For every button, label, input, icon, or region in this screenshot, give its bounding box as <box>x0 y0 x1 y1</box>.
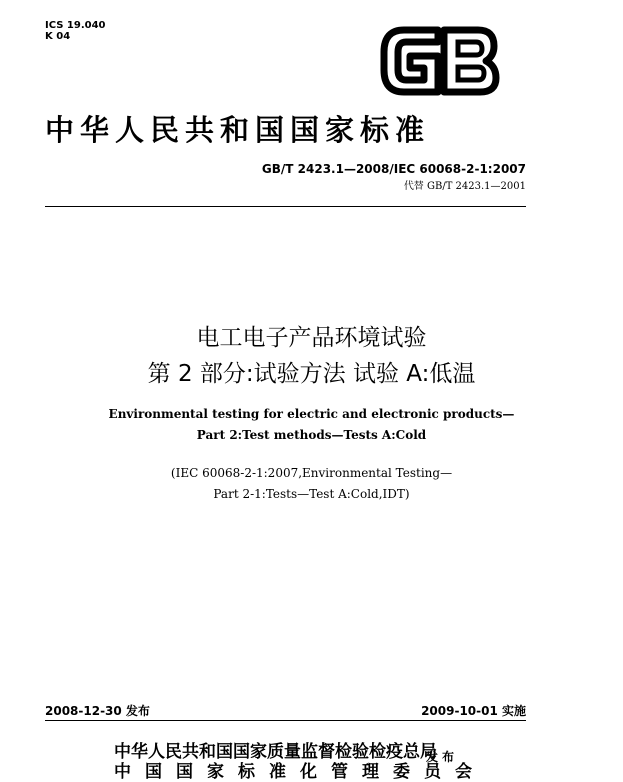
classification-codes <box>45 20 106 42</box>
issuer-sac: 中国国家标准化管理委员会 <box>114 762 486 782</box>
logo-letter-g <box>384 30 438 92</box>
ics-code: ICS 19.040 <box>45 20 106 31</box>
title-english-line1: Environmental testing for electric and electronic products— <box>108 407 515 421</box>
footer-divider <box>45 720 526 721</box>
title-chinese-line1: 电工电子产品环境试验 <box>196 325 427 351</box>
standard-number: GB/T 2423.1—2008/IEC 60068-2-1:2007 <box>261 162 526 176</box>
ccs-code: K 04 <box>45 31 71 42</box>
title-chinese-line2: 第 2 部分:试验方法 试验 A:低温 <box>147 361 476 387</box>
iec-reference-line2: Part 2-1:Tests—Test A:Cold,IDT) <box>213 487 410 501</box>
implementation-date: 2009-10-01 实施 <box>421 704 526 718</box>
publish-label: 发布 <box>426 750 459 764</box>
replaces-standard: 代替 GB/T 2423.1—2001 <box>403 181 526 192</box>
header-divider <box>45 206 526 207</box>
standard-name: 中华人民共和国国家标准 <box>45 113 431 147</box>
issue-date: 2008-12-30 发布 <box>45 704 150 718</box>
issuer-aqsiq: 中华人民共和国国家质量监督检验检疫总局 <box>114 742 437 762</box>
title-english-line2: Part 2:Test methods—Tests A:Cold <box>196 428 427 442</box>
iec-reference-line1: (IEC 60068-2-1:2007,Environmental Testing— <box>170 466 453 480</box>
logo-letter-b <box>444 30 496 92</box>
gb-standard-logo <box>380 22 500 100</box>
